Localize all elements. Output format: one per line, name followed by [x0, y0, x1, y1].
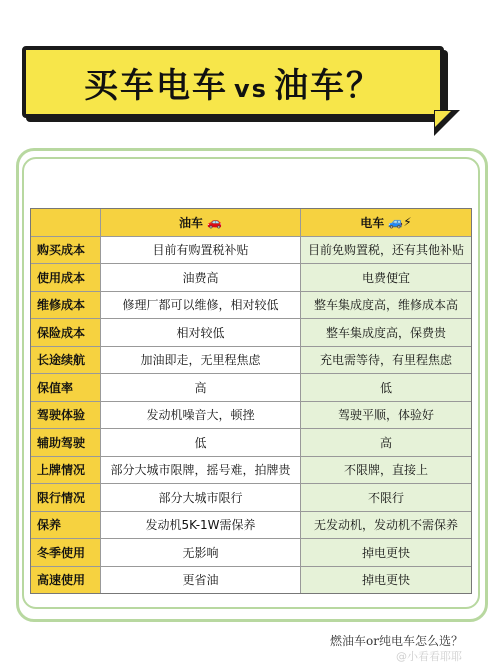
car-icon: 🚗: [207, 215, 222, 230]
title-banner: [22, 46, 444, 118]
row-ev-cell: 不限牌，直接上: [301, 457, 471, 484]
watermark: @小看看耶耶: [396, 650, 462, 663]
row-oil-cell: 高: [101, 374, 301, 401]
row-oil-cell: 更省油: [101, 567, 301, 594]
bubble-tail-inner: [435, 111, 451, 127]
table-row: [31, 457, 471, 485]
table-body: [31, 237, 471, 594]
header-label-cell: [31, 209, 101, 236]
table-row: [31, 319, 471, 347]
header-oil-cell: 油车 🚗: [101, 209, 301, 236]
row-oil-cell: 发动机噪音大，顿挫: [101, 402, 301, 429]
table-row: [31, 292, 471, 320]
row-label-cell: 保险成本: [31, 319, 101, 346]
comparison-table: [30, 208, 472, 594]
ev-lightning-icon: 🚙⚡: [388, 215, 412, 230]
row-ev-cell: 充电需等待，有里程焦虑: [301, 347, 471, 374]
row-label-cell: 维修成本: [31, 292, 101, 319]
row-label-cell: 使用成本: [31, 264, 101, 291]
table-row: [31, 402, 471, 430]
row-oil-cell: 部分大城市限牌，摇号难，拍牌贵: [101, 457, 301, 484]
table-row: [31, 429, 471, 457]
footer-caption: 燃油车or纯电车怎么选？: [330, 634, 463, 648]
row-label-cell: 冬季使用: [31, 539, 101, 566]
row-oil-cell: 低: [101, 429, 301, 456]
row-label-cell: 限行情况: [31, 484, 101, 511]
row-label-cell: 驾驶体验: [31, 402, 101, 429]
row-ev-cell: 掉电更快: [301, 539, 471, 566]
row-oil-cell: 油费高: [101, 264, 301, 291]
row-ev-cell: 掉电更快: [301, 567, 471, 594]
row-ev-cell: 无发动机，发动机不需保养: [301, 512, 471, 539]
table-row: [31, 512, 471, 540]
row-label-cell: 长途续航: [31, 347, 101, 374]
row-label-cell: 保值率: [31, 374, 101, 401]
row-label-cell: 高速使用: [31, 567, 101, 594]
table-row: [31, 237, 471, 265]
row-ev-cell: 目前免购置税，还有其他补贴: [301, 237, 471, 264]
row-ev-cell: 整车集成度高，保费贵: [301, 319, 471, 346]
row-oil-cell: 无影响: [101, 539, 301, 566]
row-label-cell: 购买成本: [31, 237, 101, 264]
table-row: [31, 567, 471, 594]
row-oil-cell: 发动机5K-1W需保养: [101, 512, 301, 539]
row-label-cell: 上牌情况: [31, 457, 101, 484]
row-label-cell: 保养: [31, 512, 101, 539]
row-oil-cell: 目前有购置税补贴: [101, 237, 301, 264]
table-row: [31, 374, 471, 402]
row-ev-cell: 低: [301, 374, 471, 401]
page-title: 买车电车 vs 油车？: [84, 65, 382, 106]
row-oil-cell: 部分大城市限行: [101, 484, 301, 511]
row-ev-cell: 驾驶平顺，体验好: [301, 402, 471, 429]
table-row: [31, 264, 471, 292]
header-ev-cell: 电车 🚙⚡: [301, 209, 471, 236]
table-row: [31, 539, 471, 567]
row-ev-cell: 整车集成度高，维修成本高: [301, 292, 471, 319]
row-ev-cell: 不限行: [301, 484, 471, 511]
table-row: [31, 484, 471, 512]
table-row: [31, 347, 471, 375]
row-oil-cell: 加油即走，无里程焦虑: [101, 347, 301, 374]
row-oil-cell: 修理厂都可以维修，相对较低: [101, 292, 301, 319]
table-header-row: [31, 209, 471, 237]
row-ev-cell: 高: [301, 429, 471, 456]
row-label-cell: 辅助驾驶: [31, 429, 101, 456]
row-oil-cell: 相对较低: [101, 319, 301, 346]
row-ev-cell: 电费便宜: [301, 264, 471, 291]
